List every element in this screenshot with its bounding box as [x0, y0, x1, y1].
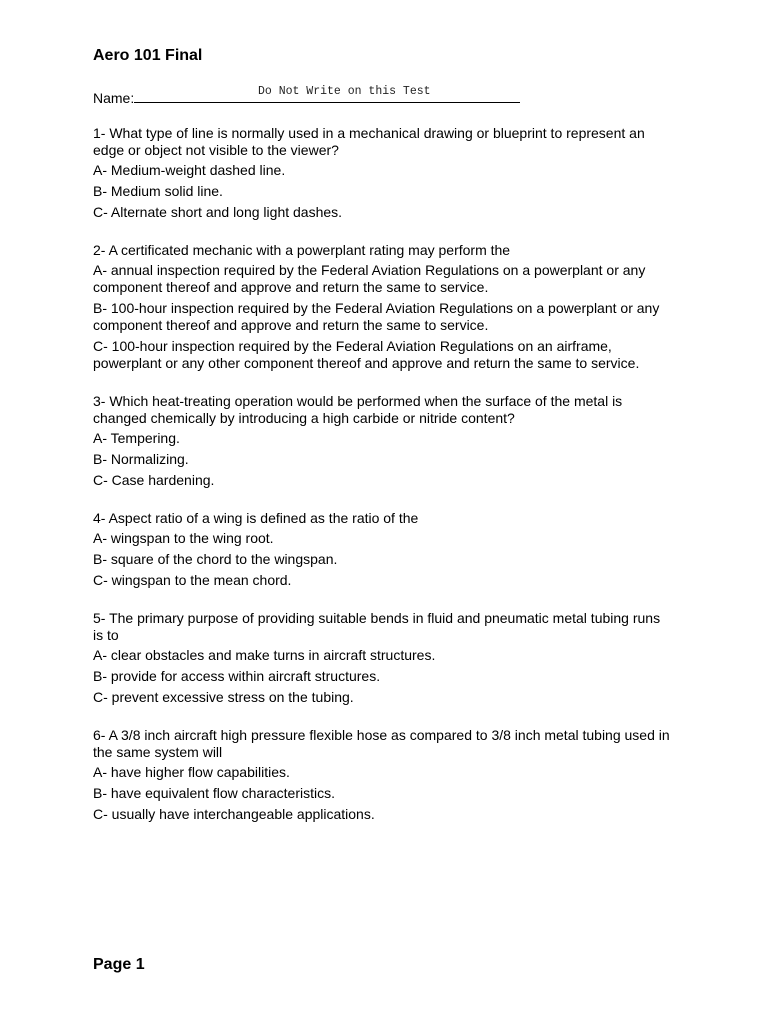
question-6 [93, 727, 673, 823]
question-5 [93, 610, 673, 706]
option-b: B- square of the chord to the wingspan. [93, 551, 338, 567]
question-text: 6- A 3/8 inch aircraft high pressure flexible hose as compared to 3/8 inch metal tubing used in the same system will [93, 727, 670, 760]
question-text: 5- The primary purpose of providing suitable bends in fluid and pneumatic metal tubing runs is to [93, 610, 661, 643]
option-b: B- provide for access within aircraft structures. [93, 668, 381, 684]
question-text: 2- A certificated mechanic with a powerplant rating may perform the [93, 242, 511, 258]
option-a: A- wingspan to the wing root. [93, 530, 274, 546]
do-not-write-stamp: Do Not Write on this Test [258, 85, 431, 98]
option-a: A- have higher flow capabilities. [93, 764, 290, 780]
option-b: B- Normalizing. [93, 451, 189, 467]
option-b: B- have equivalent flow characteristics. [93, 785, 335, 801]
option-c: C- 100-hour inspection required by the Federal Aviation Regulations on an airframe, powerplant or any other component thereof and approve and return the same to service. [93, 338, 640, 371]
question-text: 3- Which heat-treating operation would be performed when the surface of the metal is changed chemically by introducing a high carbide or nitride content? [93, 393, 623, 426]
option-b: B- Medium solid line. [93, 183, 223, 199]
document-title: Aero 101 Final [93, 47, 203, 64]
option-b: B- 100-hour inspection required by the Federal Aviation Regulations on a powerplant or any component thereof and approve and return the same to service. [93, 300, 660, 333]
question-text: 1- What type of line is normally used in a mechanical drawing or blueprint to represent an edge or object not visible to the viewer? [93, 125, 645, 158]
option-a: A- Tempering. [93, 430, 180, 446]
option-a: A- annual inspection required by the Federal Aviation Regulations on a powerplant or any component thereof and approve and return the same to service. [93, 262, 646, 295]
option-a: A- clear obstacles and make turns in aircraft structures. [93, 647, 436, 663]
option-a: A- Medium-weight dashed line. [93, 162, 286, 178]
name-label: Name: [93, 90, 135, 106]
option-c: C- prevent excessive stress on the tubing. [93, 689, 354, 705]
option-c: C- Alternate short and long light dashes. [93, 204, 343, 220]
question-3 [93, 393, 673, 489]
question-1 [93, 125, 673, 221]
question-2 [93, 242, 673, 372]
option-c: C- usually have interchangeable applications. [93, 806, 375, 822]
option-c: C- wingspan to the mean chord. [93, 572, 292, 588]
page-number: Page 1 [93, 956, 145, 973]
question-4 [93, 510, 673, 589]
option-c: C- Case hardening. [93, 472, 215, 488]
question-list [93, 125, 673, 844]
question-text: 4- Aspect ratio of a wing is defined as the ratio of the [93, 510, 419, 526]
